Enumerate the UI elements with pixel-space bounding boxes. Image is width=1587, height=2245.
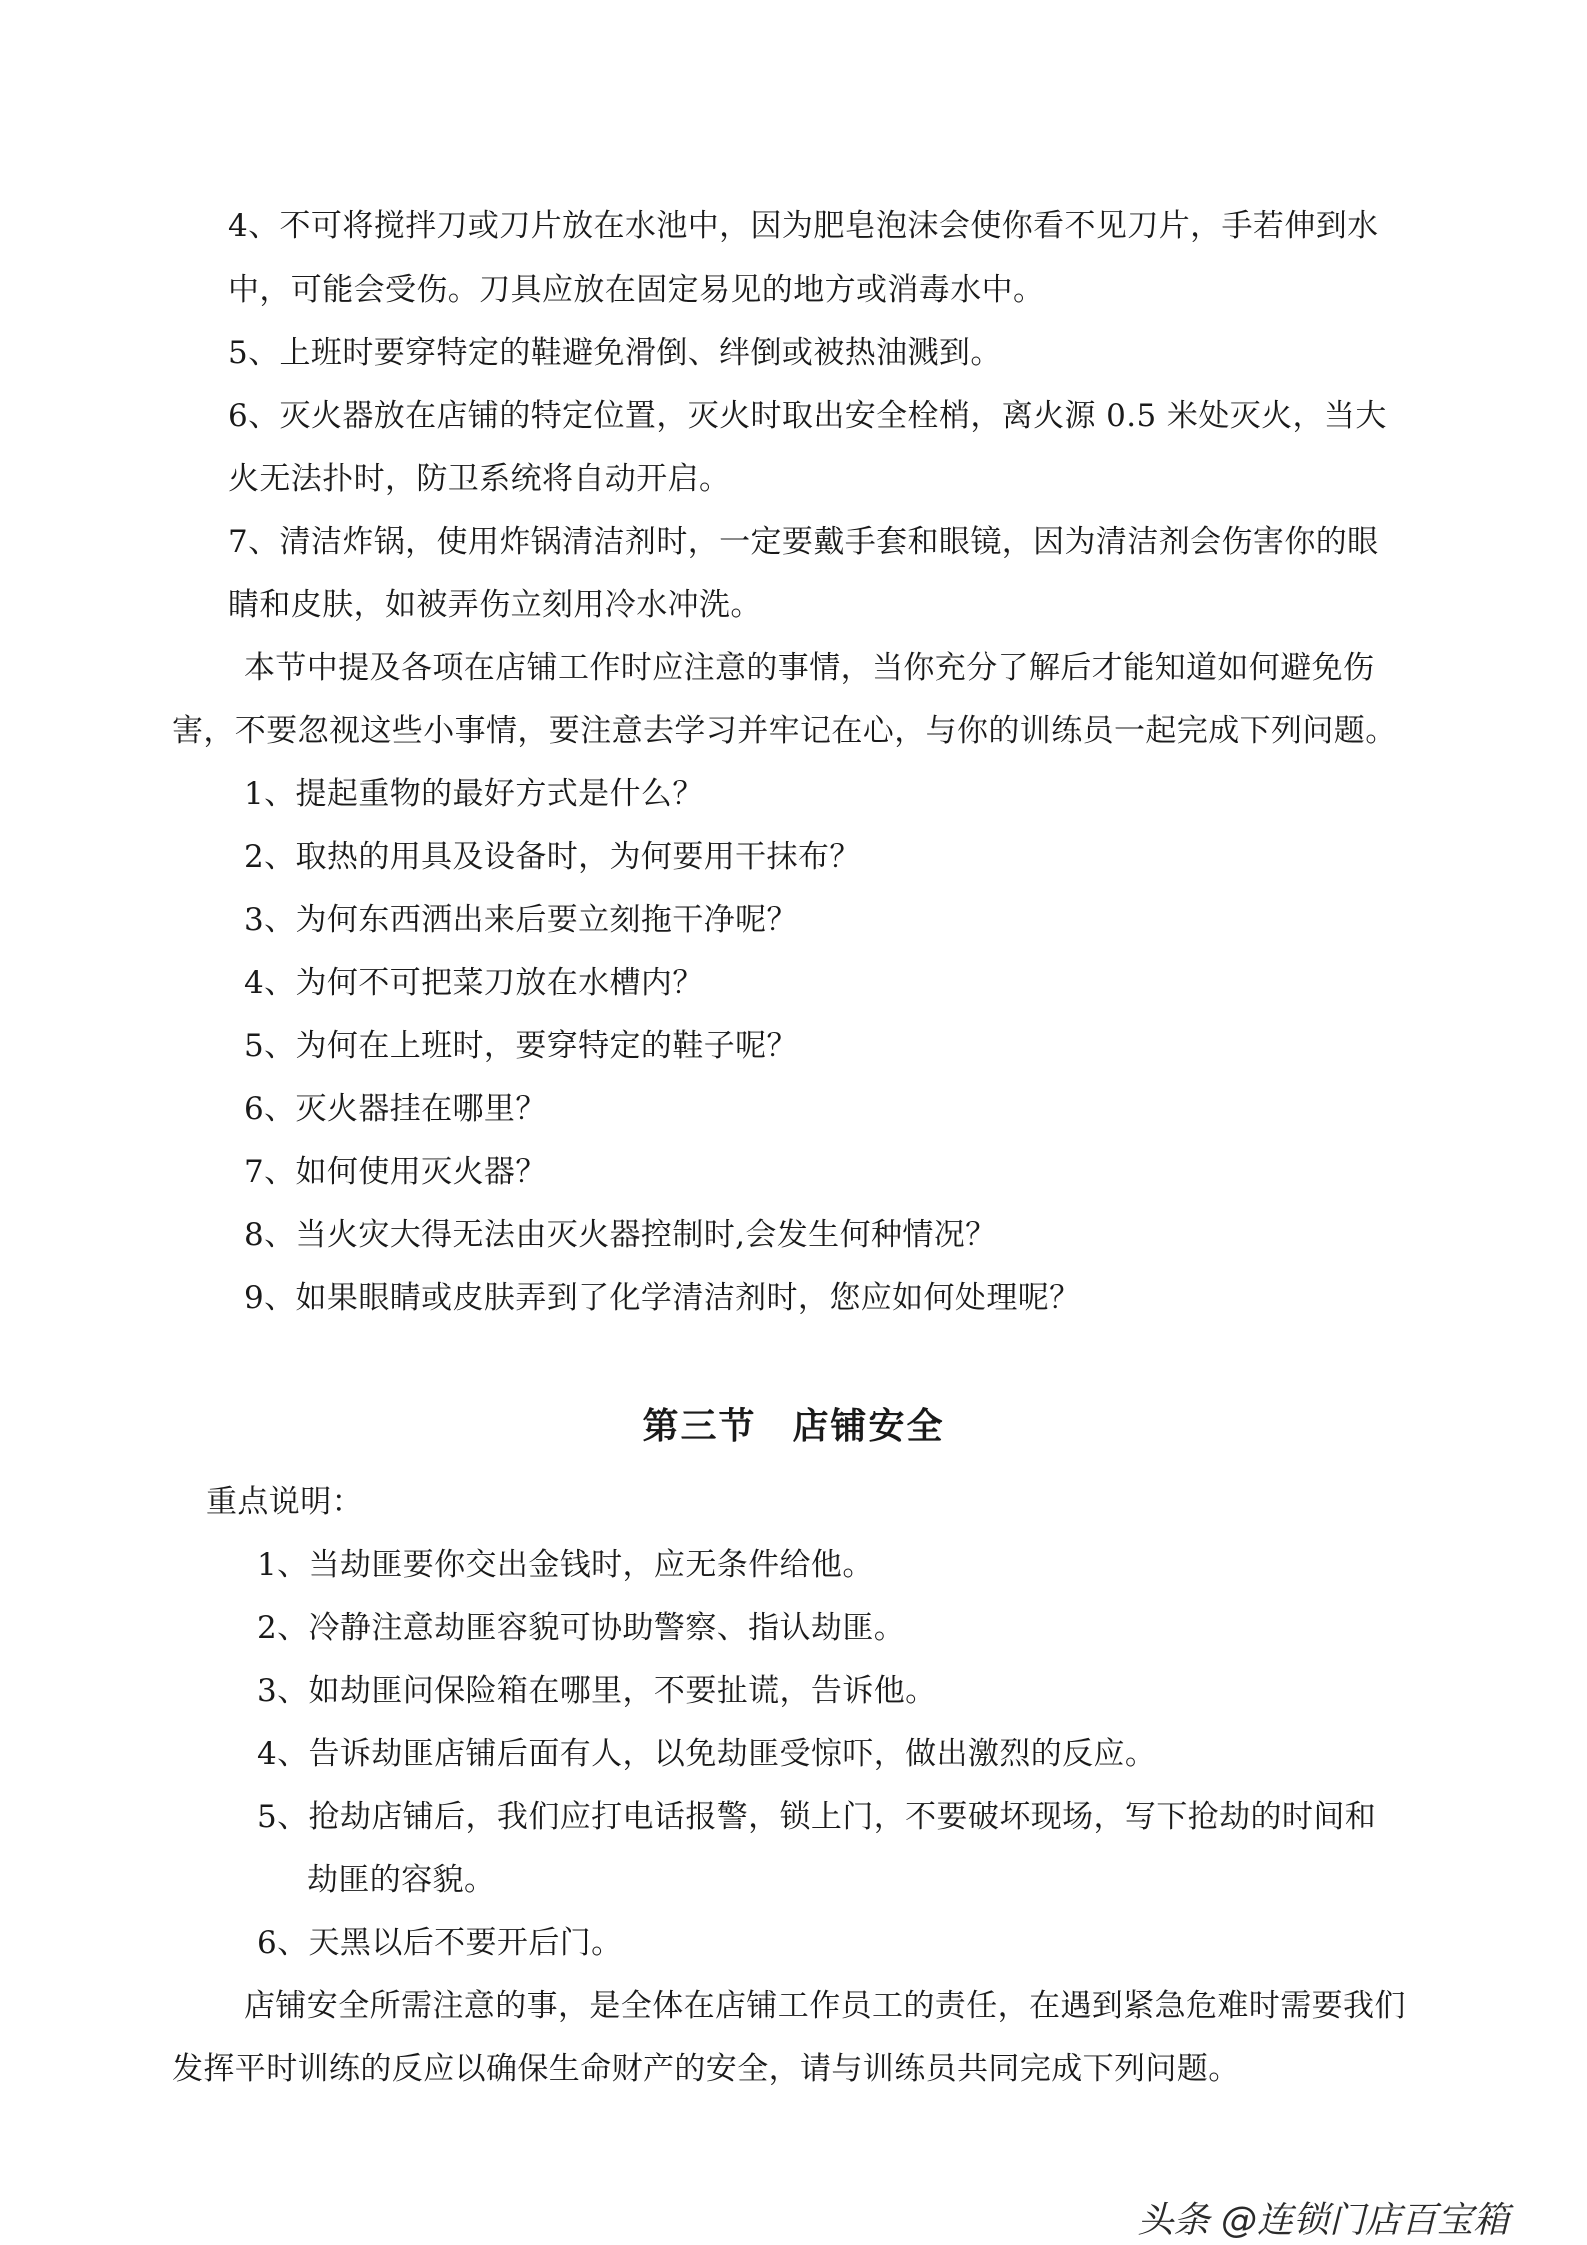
- key-points-label: 重点说明：: [206, 1484, 363, 1520]
- safety-tip-6-line-1: 6、灭火器放在店铺的特定位置，灭火时取出安全栓梢，离火源 0.5 米处灭火，当大: [228, 398, 1387, 434]
- question-5: 5、为何在上班时，要穿特定的鞋子呢？: [244, 1028, 798, 1064]
- key-point-4: 4、告诉劫匪店铺后面有人，以免劫匪受惊吓，做出激烈的反应。: [257, 1736, 1157, 1772]
- question-3: 3、为何东西洒出来后要立刻拖干净呢？: [244, 902, 798, 938]
- key-point-2: 2、冷静注意劫匪容貌可协助警察、指认劫匪。: [257, 1610, 906, 1646]
- key-point-1: 1、当劫匪要你交出金钱时，应无条件给他。: [257, 1547, 874, 1583]
- section-number: 第三节: [642, 1406, 757, 1447]
- key-point-5-line-1: 5、抢劫店铺后，我们应打电话报警，锁上门，不要破坏现场，写下抢劫的时间和: [257, 1799, 1377, 1835]
- question-6: 6、灭火器挂在哪里？: [244, 1091, 547, 1127]
- closing-paragraph-line-2: 发挥平时训练的反应以确保生命财产的安全，请与训练员共同完成下列问题。: [172, 2051, 1240, 2087]
- key-point-6: 6、天黑以后不要开后门。: [257, 1925, 623, 1961]
- closing-paragraph-line-1: 店铺安全所需注意的事，是全体在店铺工作员工的责任，在遇到紧急危难时需要我们: [244, 1988, 1406, 2024]
- source-watermark: 头条 @连锁门店百宝箱: [1137, 2200, 1509, 2241]
- question-2: 2、取热的用具及设备时，为何要用干抹布？: [244, 839, 861, 875]
- safety-tip-7-line-2: 睛和皮肤，如被弄伤立刻用冷水冲洗。: [228, 587, 762, 623]
- summary-paragraph-line-2: 害，不要忽视这些小事情，要注意去学习并牢记在心，与你的训练员一起完成下列问题。: [172, 713, 1397, 749]
- section-heading: [0, 1405, 1587, 1449]
- safety-tip-7-line-1: 7、清洁炸锅，使用炸锅清洁剂时，一定要戴手套和眼镜，因为清洁剂会伤害你的眼: [228, 524, 1379, 560]
- safety-tip-6-line-2: 火无法扑时，防卫系统将自动开启。: [228, 461, 731, 497]
- section-title: 店铺安全: [792, 1406, 945, 1447]
- safety-tip-4-line-2: 中，可能会受伤。刀具应放在固定易见的地方或消毒水中。: [228, 272, 1045, 308]
- key-point-3: 3、如劫匪问保险箱在哪里，不要扯谎，告诉他。: [257, 1673, 937, 1709]
- safety-tip-5: 5、上班时要穿特定的鞋避免滑倒、绊倒或被热油溅到。: [228, 335, 1002, 371]
- question-8: 8、当火灾大得无法由灭火器控制时,会发生何种情况？: [244, 1217, 997, 1253]
- question-4: 4、为何不可把菜刀放在水槽内？: [244, 965, 704, 1001]
- question-9: 9、如果眼睛或皮肤弄到了化学清洁剂时，您应如何处理呢？: [244, 1280, 1081, 1316]
- question-7: 7、如何使用灭火器？: [244, 1154, 547, 1190]
- question-1: 1、提起重物的最好方式是什么？: [244, 776, 704, 812]
- safety-tip-4-line-1: 4、不可将搅拌刀或刀片放在水池中，因为肥皂泡沫会使你看不见刀片，手若伸到水: [228, 208, 1379, 244]
- key-point-5-line-2: 劫匪的容貌。: [307, 1862, 496, 1898]
- summary-paragraph-line-1: 本节中提及各项在店铺工作时应注意的事情，当你充分了解后才能知道如何避免伤: [244, 650, 1375, 686]
